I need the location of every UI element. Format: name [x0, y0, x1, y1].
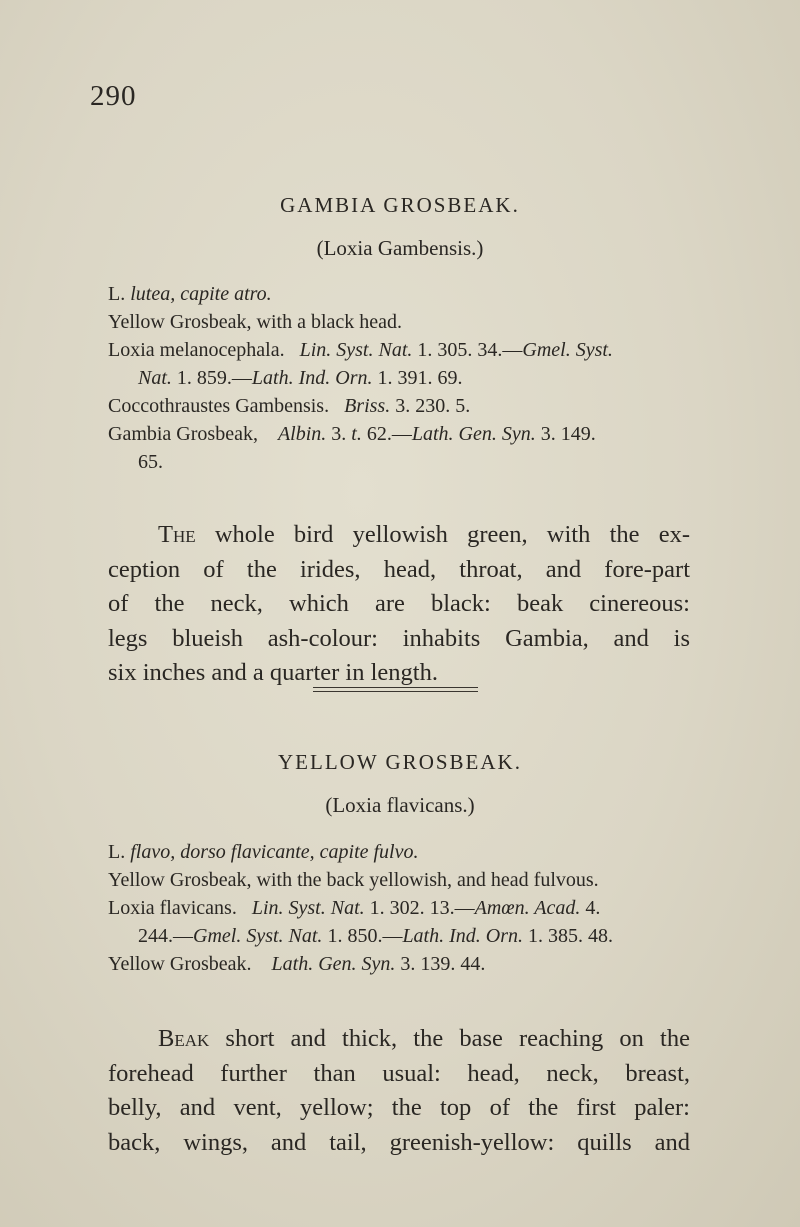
yellow-synonym-line: 244.—Gmel. Syst. Nat. 1. 850.—Lath. Ind. Orn. 1. 385. 48.	[138, 925, 614, 947]
gambia-synonym-line: Loxia melanocephala. Lin. Syst. Nat. 1. 305. 34.—Gmel. Syst.	[108, 339, 613, 361]
yellow-synonym-line: Loxia flavicans. Lin. Syst. Nat. 1. 302. 13.—Amœn. Acad. 4.	[108, 897, 601, 919]
gambia-synonym-line: Nat. 1. 859.—Lath. Ind. Orn. 1. 391. 69.	[138, 367, 463, 389]
gambia-synonym-line: Gambia Grosbeak, Albin. 3. t. 62.—Lath. Gen. Syn. 3. 149.	[108, 423, 596, 445]
yellow-grosbeak-latin-name: (Loxia flavicans.)	[325, 793, 475, 817]
page-number: 290	[90, 80, 137, 112]
gambia-synonym-line: L. lutea, capite atro.	[108, 283, 272, 305]
section-divider-rule	[313, 687, 478, 692]
gambia-grosbeak-latin-name: (Loxia Gambensis.)	[316, 236, 484, 260]
gambia-grosbeak-title: GAMBIA GROSBEAK.	[280, 193, 520, 217]
gambia-synonym-line: Coccothraustes Gambensis. Briss. 3. 230. 5.	[108, 395, 471, 417]
gambia-synonym-line: 65.	[138, 451, 163, 473]
yellow-description: Beak short and thick, the base reaching on the forehead further than usual: head, neck, breast, belly, and vent, yellow; the top of the first paler: back, wings, and tail, greenish-yellow: quills and	[108, 1025, 690, 1156]
yellow-grosbeak-title: YELLOW GROSBEAK.	[278, 750, 522, 774]
yellow-synonym-line: L. flavo, dorso flavicante, capite fulvo.	[108, 841, 419, 863]
gambia-synonym-line: Yellow Grosbeak, with a black head.	[108, 311, 403, 333]
yellow-synonym-line: Yellow Grosbeak, with the back yellowish, and head fulvous.	[108, 869, 599, 891]
yellow-synonym-line: Yellow Grosbeak. Lath. Gen. Syn. 3. 139. 44.	[108, 953, 486, 975]
gambia-description: The whole bird yellowish green, with the ex- ception of the irides, head, throat, and fore-part of the neck, which are black: beak cinereous: legs blueish ash-colour: inhabits Gambia, and is six inches and a quarter in length.	[108, 521, 690, 686]
